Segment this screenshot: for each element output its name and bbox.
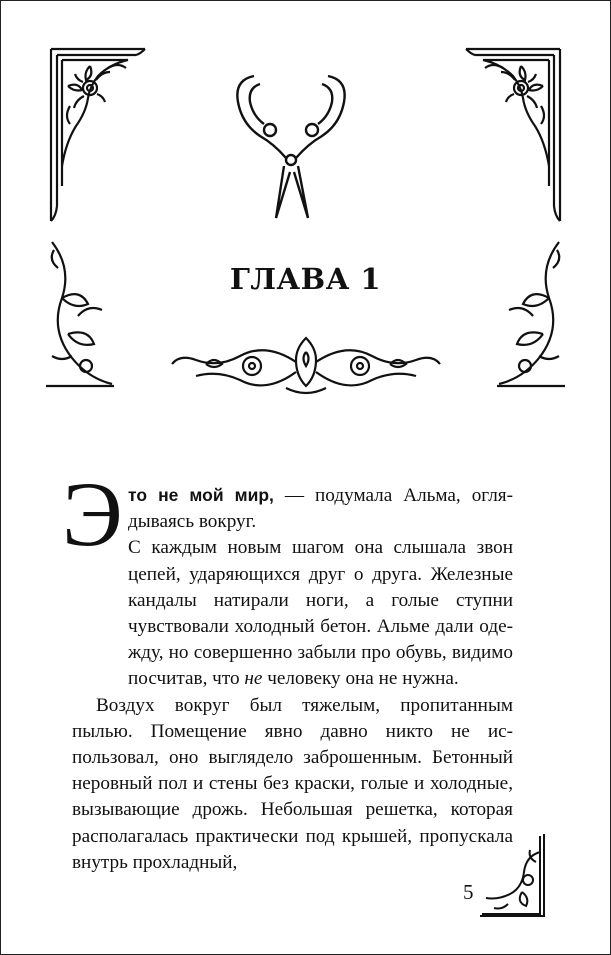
paragraph-3: Воздух вокруг был тяжелым, пропитанным пылью. Помещение явно давно никто не использовал, оно выглядело заброшенным. Бетонный неровный пол и стены без краски, голые и холодные, вызывающие дрожь. Небольшая решетка, которая располагалась практически под крышей, пропускала внутрь прохладный, [72, 694, 513, 873]
paragraph-2-emphasis: не [244, 668, 263, 690]
paragraph-2-end: человеку она не нужна. [262, 668, 459, 690]
paragraph-1-lead: то не мой мир, [128, 485, 274, 505]
chapter-title: ГЛАВА 1 [229, 262, 382, 296]
drop-cap: Э [62, 463, 123, 565]
paragraph-2-text: С каждым новым шагом она слышала звон цепей, ударяющихся друг о друга. Железные кандалы натирали ноги, а голые ступни чувствовали холодный бетон. Альме дали одежду, но совершенно забыли про обувь, видимо посчитав, что [128, 537, 513, 690]
scissors-icon [232, 68, 350, 222]
page-corner-ornament-icon [478, 832, 558, 918]
right-side-scroll-ornament-icon [493, 238, 569, 390]
top-left-corner-ornament-icon [48, 46, 148, 224]
top-right-corner-ornament-icon [463, 46, 563, 224]
body-text [72, 482, 513, 876]
paragraph-1 [72, 482, 513, 535]
paragraph-2 [72, 535, 513, 692]
center-flourish-icon [166, 332, 446, 402]
paragraph-1-rest: — подумала Альма, оглядываясь вокруг. [128, 485, 513, 533]
page-number: 5 [463, 880, 474, 904]
left-side-scroll-ornament-icon [42, 238, 118, 390]
